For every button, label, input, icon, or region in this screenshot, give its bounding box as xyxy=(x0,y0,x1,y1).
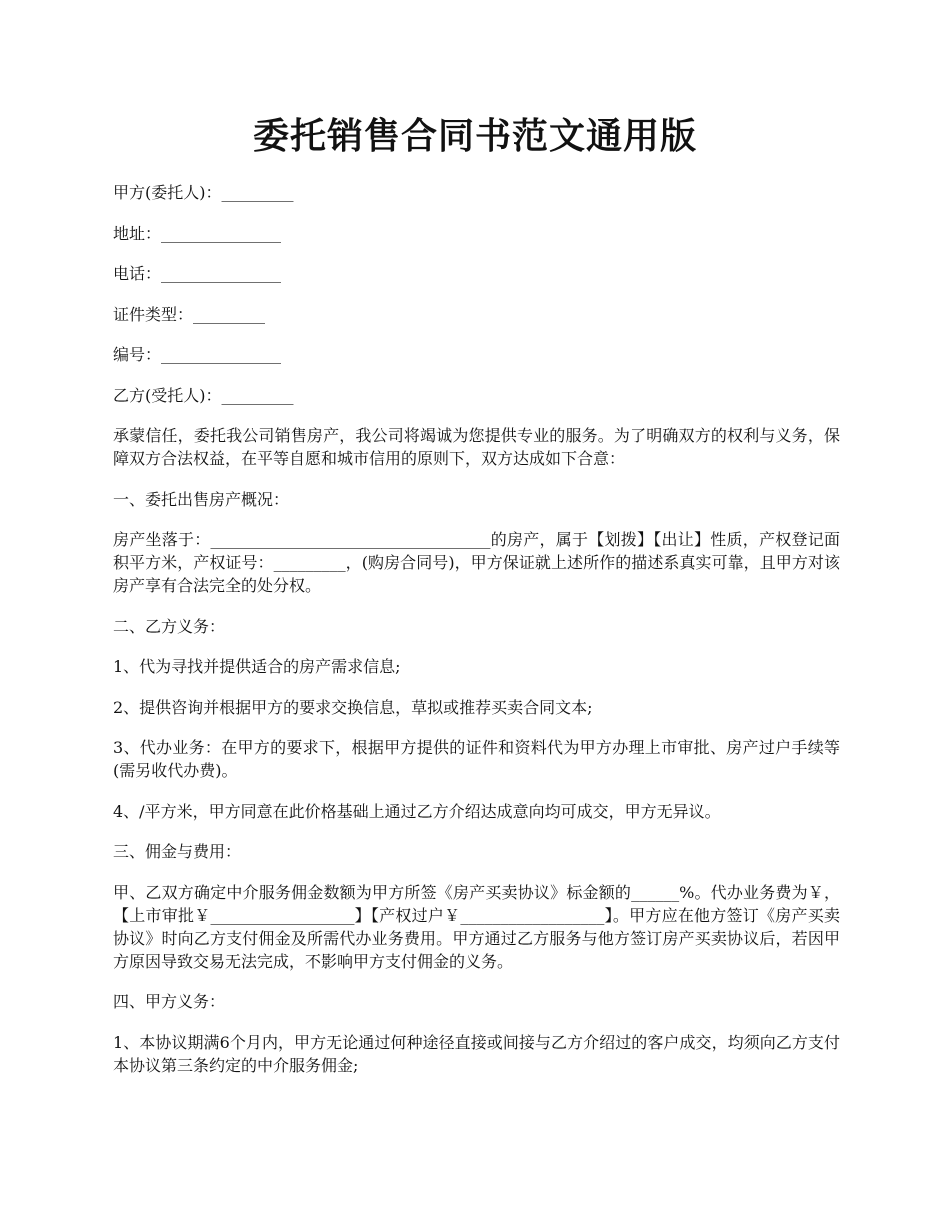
section-heading-2: 二、乙方义务： xyxy=(113,616,226,636)
party-b-duty-2: 2、提供咨询并根据甲方的要求交换信息，草拟或推荐买卖合同文本; xyxy=(113,697,593,717)
section-heading-3: 三、佣金与费用： xyxy=(113,842,242,861)
document-body xyxy=(113,181,840,1094)
party-b-field: 乙方(受托人)：_________ xyxy=(113,385,294,405)
address-field: 地址：_______________ xyxy=(113,223,282,243)
party-a-duty-1: 1、本协议期满6个月内，甲方无论通过何种途径直接或间接与乙方介绍过的客户成交，均须向乙方支付本协议第三条约定的中介服务佣金; xyxy=(113,1032,840,1075)
number-field: 编号：_______________ xyxy=(113,345,282,364)
party-b-duty-4: 4、/平方米，甲方同意在此价格基础上通过乙方介绍达成意向均可成交，甲方无异议。 xyxy=(113,801,721,821)
phone-field: 电话：_______________ xyxy=(113,264,282,283)
section-heading-1: 一、委托出售房产概况： xyxy=(113,489,290,509)
intro-paragraph: 承蒙信任，委托我公司销售房产，我公司将竭诚为您提供专业的服务。为了明确双方的权利与义务，保障双方合法权益，在平等自愿和城市信用的原则下，双方达成如下合意： xyxy=(113,426,840,468)
party-b-duty-3: 3、代办业务：在甲方的要求下，根据甲方提供的证件和资料代为甲方办理上市审批、房产过户手续等(需另收代办费)。 xyxy=(113,738,840,780)
document-title: 委托销售合同书范文通用版 xyxy=(252,115,697,157)
commission-paragraph: 甲、乙双方确定中介服务佣金数额为甲方所签《房产买卖协议》标金额的______%。代办业务费为￥，【上市审批￥__________________】【产权过户￥__________________】。甲方应在他方签订《房产买卖协议》时向乙方支付佣金及所需代办业务费用。甲方通过乙方服务与他方签订房产买卖协议后，若因甲方原因导致交易无法完成，不影响甲方支付佣金的义务。 xyxy=(113,882,840,971)
section-heading-4: 四、甲方义务： xyxy=(113,992,226,1011)
id-type-field: 证件类型：_________ xyxy=(113,304,266,324)
party-a-field: 甲方(委托人)：_________ xyxy=(113,183,294,202)
party-b-duty-1: 1、代为寻找并提供适合的房产需求信息; xyxy=(113,657,401,676)
property-paragraph: 房产坐落于：___________________________________的房产，属于【划拨】【出让】性质，产权登记面积平方米，产权证号：_________，(购房合同号)，甲方保证就上述所作的描述系真实可靠，且甲方对该房产享有合法完全的处分权。 xyxy=(113,530,840,595)
